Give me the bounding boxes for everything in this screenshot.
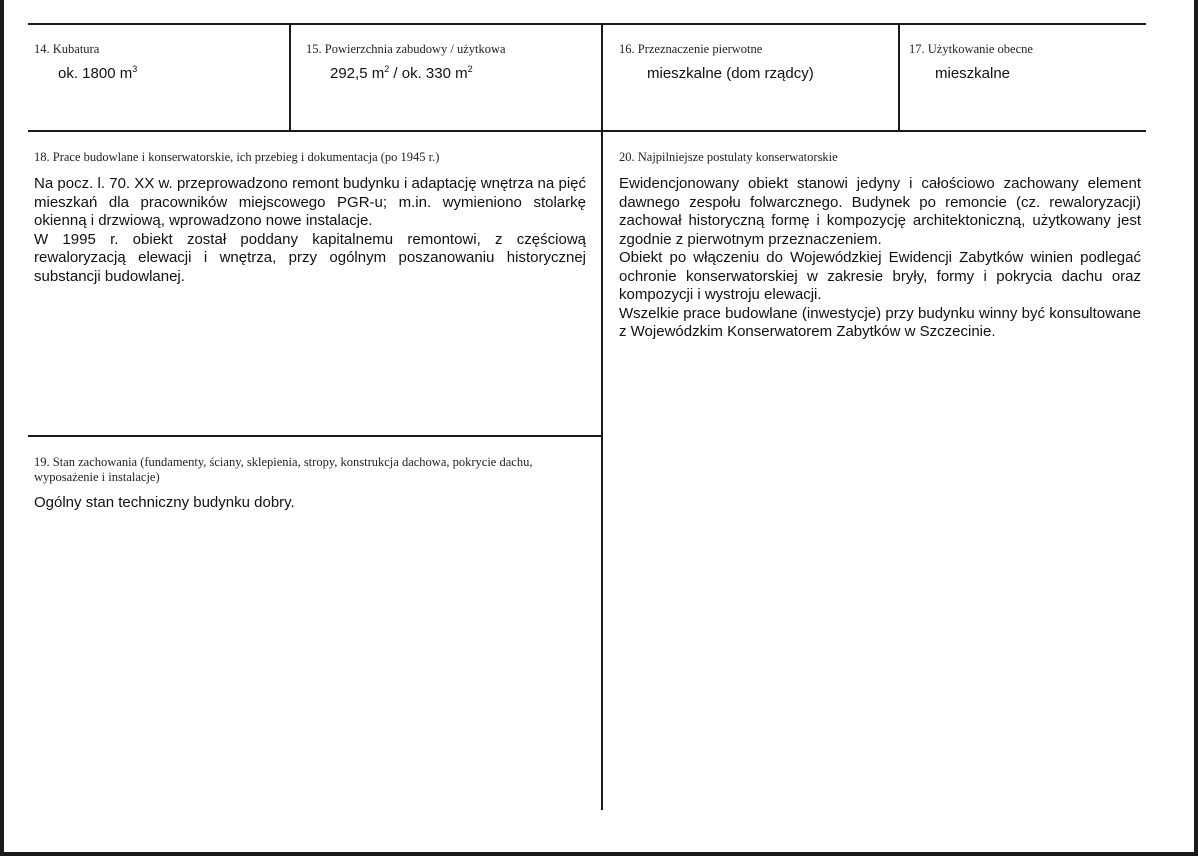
field-17-label: 17. Użytkowanie obecne (909, 42, 1033, 56)
section-18-paragraph: W 1995 r. obiekt został poddany kapitalnemu remontowi, z częściową rewaloryzacją elewacji i wnętrza, przy ogólnym poszanowaniu historycznej substancji budowlanej. (34, 230, 586, 285)
section-20-body (619, 175, 1141, 342)
section-19-text: Ogólny stan techniczny budynku dobry. (34, 494, 295, 511)
section-18-prace (34, 150, 590, 286)
card-edge-bottom (0, 852, 1198, 856)
section-20-paragraph: Ewidencjonowany obiekt stanowi jedyny i całościowo zachowany element dawnego zespołu folwarcznego. Budynek po remoncie (cz. rewaloryzacji) zachował historyczną formę i kompozycję architektoniczną, użytkowany jest zgodnie z pierwotnym przeznaczeniem. (619, 175, 1141, 248)
section-20-paragraph: Obiekt po włączeniu do Wojewódzkiej Ewidencji Zabytków winien podlegać ochronie konserwatorskiej w zakresie bryły, formy i pokrycia dachu oraz kompozycji i wystroju elewacji. (619, 249, 1141, 303)
field-14-label: 14. Kubatura (34, 42, 100, 56)
divider-14-15 (289, 23, 291, 132)
section-20-postulaty (619, 150, 1144, 342)
field-15-value-sup-2: 2 (467, 64, 473, 74)
section-20-label: 20. Najpilniejsze postulaty konserwatorskie (619, 150, 838, 164)
field-15-value-text-2: / ok. 330 m (389, 65, 468, 82)
center-divider (601, 23, 603, 810)
field-15-label: 15. Powierzchnia zabudowy / użytkowa (306, 42, 506, 56)
section-19-label: 19. Stan zachowania (fundamenty, ściany, sklepienia, stropy, konstrukcja dachowa, pokrycie dachu, wyposażenie i instalacje) (34, 455, 533, 484)
section-20-paragraph: Wszelkie prace budowlane (inwestycje) przy budynku winny być konsultowane z Wojewódzkim Konserwatorem Zabytków w Szczecinie. (619, 304, 1141, 340)
field-14-value (58, 65, 284, 84)
section-18-label: 18. Prace budowlane i konserwatorskie, ich przebieg i dokumentacja (po 1945 r.) (34, 150, 440, 164)
field-15-value (330, 65, 596, 84)
row1-bottom-rule (28, 130, 1146, 132)
section-18-body (34, 175, 586, 286)
section-18-paragraph: Na pocz. l. 70. XX w. przeprowadzono remont budynku i adaptację wnętrza na pięć mieszkań dla pracowników miejscowego PGR-u; m.in. wymieniono stolarkę okienną i drzwiową, wprowadzono nowe instalacje. (34, 175, 586, 229)
row1-top-rule (28, 23, 1146, 25)
field-16-value: mieszkalne (dom rządcy) (647, 65, 814, 82)
field-15-powierzchnia (306, 42, 596, 84)
field-17-value: mieszkalne (935, 65, 1011, 82)
sec18-bottom-rule (28, 435, 603, 437)
section-19-stan (34, 455, 594, 513)
field-15-value-sup: 2 (384, 64, 390, 74)
divider-16-17 (898, 23, 900, 132)
field-14-value-text: ok. 1800 m (58, 65, 133, 82)
card-edge-right (1194, 0, 1198, 856)
field-16-label: 16. Przeznaczenie pierwotne (619, 42, 763, 56)
field-15-value-text: 292,5 m (330, 65, 385, 82)
card-edge-left (0, 0, 4, 856)
field-14-value-sup: 3 (132, 64, 138, 74)
field-17-uzytkowanie (909, 42, 1144, 84)
field-14-kubatura (34, 42, 284, 84)
field-16-przeznaczenie (619, 42, 894, 84)
